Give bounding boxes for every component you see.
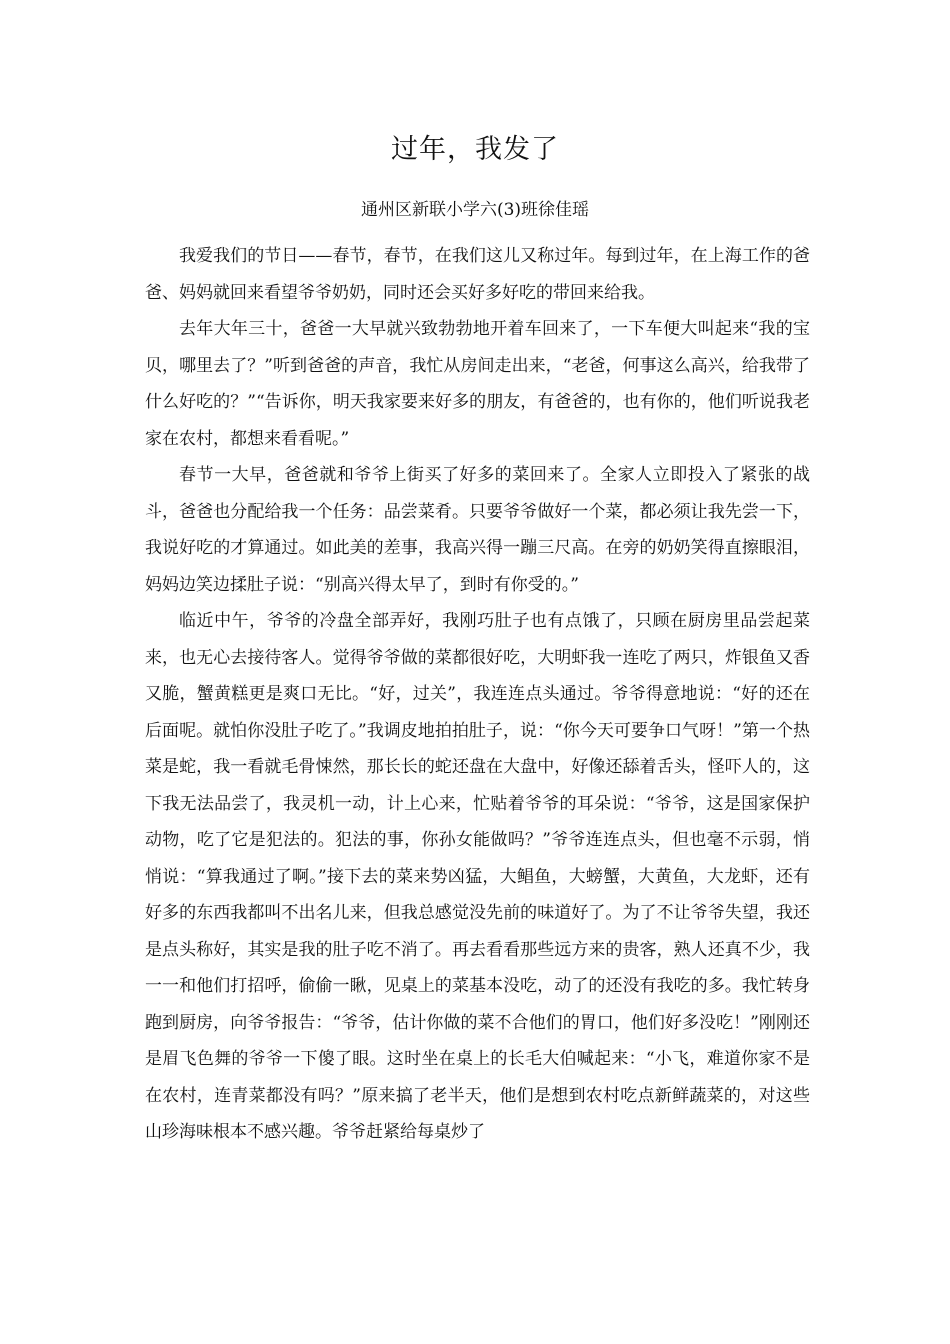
paragraph-1: 我爱我们的节日——春节，春节，在我们这儿又称过年。每到过年，在上海工作的爸爸、妈妈就回来看望爷爷奶奶，同时还会买好多好吃的带回来给我。 <box>145 246 810 303</box>
article-body <box>145 238 810 1151</box>
paragraph-2: 去年大年三十，爸爸一大早就兴致勃勃地开着车回来了，一下车便大叫起来“我的宝贝，哪里去了？”听到爸爸的声音，我忙从房间走出来，“老爸，何事这么高兴，给我带了什么好吃的？”“告诉你，明天我家要来好多的朋友，有爸爸的，也有你的，他们听说我老家在农村，都想来看看呢。” <box>145 319 810 449</box>
paragraph-3: 春节一大早，爸爸就和爷爷上街买了好多的菜回来了。全家人立即投入了紧张的战斗，爸爸也分配给我一个任务：品尝菜肴。只要爷爷做好一个菜，都必须让我先尝一下，我说好吃的才算通过。如此美的差事，我高兴得一蹦三尺高。在旁的奶奶笑得直擦眼泪，妈妈边笑边揉肚子说：“别高兴得太早了，到时有你受的。” <box>145 465 810 595</box>
author-line: 通州区新联小学六(3)班徐佳瑶 <box>360 200 590 220</box>
page-title: 过年，我发了 <box>391 134 559 165</box>
paragraph-4: 临近中午，爷爷的冷盘全部弄好，我刚巧肚子也有点饿了，只顾在厨房里品尝起菜来，也无心去接待客人。觉得爷爷做的菜都很好吃，大明虾我一连吃了两只，炸银鱼又香又脆，蟹黄糕更是爽口无比。“好，过关”，我连连点头通过。爷爷得意地说：“好的还在后面呢。就怕你没肚子吃了。”我调皮地拍拍肚子，说：“你今天可要争口气呀！”第一个热菜是蛇，我一看就毛骨悚然，那长长的蛇还盘在大盘中，好像还舔着舌头，怪吓人的，这下我无法品尝了，我灵机一动，计上心来，忙贴着爷爷的耳朵说：“爷爷，这是国家保护动物，吃了它是犯法的。犯法的事，你孙女能做吗？”爷爷连连点头，但也毫不示弱，悄悄说：“算我通过了啊。”接下去的菜来势凶猛，大鲳鱼，大螃蟹，大黄鱼，大龙虾，还有好多的东西我都叫不出名儿来，但我总感觉没先前的味道好了。为了不让爷爷失望，我还是点头称好，其实是我的肚子吃不消了。再去看看那些远方来的贵客，熟人还真不少，我一一和他们打招呼，偷偷一瞅，见桌上的菜基本没吃，动了的还没有我吃的多。我忙转身跑到厨房，向爷爷报告：“爷爷，估计你做的菜不合他们的胃口，他们好多没吃！”刚刚还是眉飞色舞的爷爷一下傻了眼。这时坐在桌上的长毛大伯喊起来：“小飞，难道你家不是在农村，连青菜都没有吗？”原来搞了老半天，他们是想到农村吃点新鲜蔬菜的，对这些山珍海味根本不感兴趣。爷爷赶紧给每桌炒了 <box>145 611 810 1142</box>
